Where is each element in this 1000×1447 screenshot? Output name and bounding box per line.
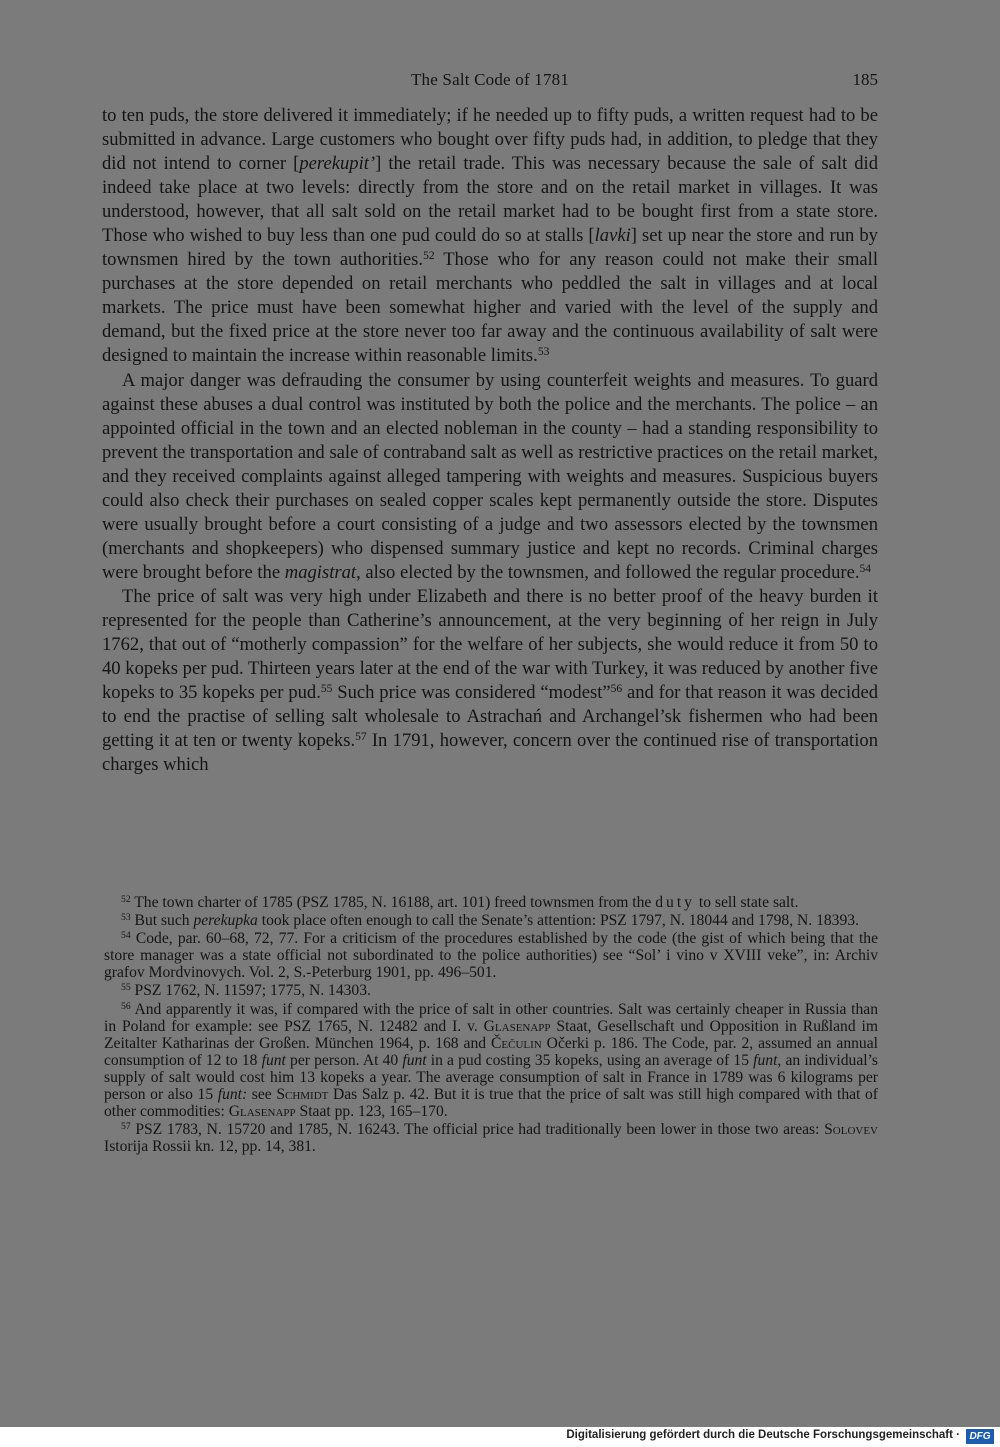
main-text (102, 104, 878, 777)
funding-notice: Digitalisierung gefördert durch die Deutsche Forschungsgemeinschaft · (566, 1429, 960, 1441)
footnote-54: $^{54}$ Code, par. 60–68, 72, 77. For a criticism of the procedures established by the code (the gist of which being that the store manager was a state official not subordinated to the police authorities) see “Sol’ i vino v XVIII veke”, in: Archiv grafov Mordvinovych. Vol. 2, S.-Peterburg 1901, pp. 496–501. (104, 930, 878, 982)
footnote-ref-57: 57 (355, 731, 367, 744)
footnote-ref-54: 54 (859, 563, 871, 576)
page-number: 185 (852, 70, 878, 89)
footnote-ref-55: 55 (320, 683, 333, 696)
term-magistrat: magistrat (284, 561, 357, 583)
footnote-ref-56: 56 (610, 683, 623, 696)
footnote-ref-52: 52 (423, 250, 435, 263)
footnote-56: $^{56}$ And apparently it was, if compared with the price of salt in other countries. Salt was certainly cheaper in Russia than in Poland for example: see PSZ 1765, N. 12482 and I. v. Glasenapp Staat, Gesellschaft und Opposition in Rußland im Zeitalter Katharinas der Großen. München 1964, p. 168 and Čečulin Očerki p. 186. The Code, par. 2, assumed an annual consumption of 12 to 18 funt per person. At 40 funt in a pud costing 35 kopeks, using an average of 15 funt, an individual’s supply of salt would cost him 13 kopeks a year. The average consumption of salt in France in 1789 was 6 kilograms per person or also 15 funt: see Schmidt Das Salz p. 42. But it is true that the price of salt was still high compared with that of other commodities: Glasenapp Staat pp. 123, 165–170. (104, 1000, 878, 1121)
footnote-53: $^{53}$ But such perekupka took place often enough to call the Senate’s attention: PSZ 1797, N. 18044 and 1798, N. 18393. (121, 912, 859, 930)
footnote-57: $^{57}$ PSZ 1783, N. 15720 and 1785, N. 16243. The official price had traditionally been lower in those two areas: Solovev Istorija Rossii kn. 12, pp. 14, 381. (104, 1121, 878, 1156)
body-paragraph-1: to ten puds, the store delivered it immediately; if he needed up to fifty puds, a written request had to be submitted in advance. Large customers who bought over fifty puds had, in addition, to pledge that they did not intend to corner [perekupit’] the retail trade. This was necessary because the sale of salt did indeed take place at two levels: directly from the store and on the retail market in villages. It was understood, however, that all salt sold on the retail market had to be bought first from a state store. Those who wished to buy less than one pud could do so at stalls [lavki] set up near the store and run by townsmen hired by the town authorities.$^{52}$ Those who for any reason could not make their small purchases at the store depended on retail merchants who peddled the salt in villages and at local markets. The price must have been somewhat higher and varied with the level of the supply and demand, but the fixed price at the store never too far away and the continuous availability of salt were designed to maintain the increase within reasonable limits.$^{53}$ (102, 105, 879, 367)
body-paragraph-3: The price of salt was very high under Elizabeth and there is no better proof of the heavy burden it represented for the people than Catherine’s announcement, at the very beginning of her reign in July 1762, that out of “motherly compassion” for the welfare of her subjects, she would reduce it from 50 to 40 kopeks per pud. Thirteen years later at the end of the war with Turkey, it was reduced by another five kopeks to 35 kopeks per pud.$^{55}$ Such price was considered “modest”$^{56}$ and for that reason it was decided to end the practise of selling salt wholesale to Astrachań and Archangel’sk fishermen who had been getting it at ten or twenty kopeks.$^{57}$ In 1791, however, concern over the continued rise of transportation charges which (102, 585, 879, 776)
running-title: The Salt Code of 1781 (410, 70, 570, 89)
footnote-55: $^{55}$ PSZ 1762, N. 11597; 1775, N. 14303. (121, 982, 371, 1000)
term-perekupit: perekupit’ (299, 153, 376, 175)
body-paragraph-2: A major danger was defrauding the consumer by using counterfeit weights and measures. To guard against these abuses a dual control was instituted by both the police and the merchants. The police – an appointed official in the town and an elected nobleman in the county – had a standing responsibility to prevent the transportation and sale of contraband salt as well as restrictive practices on the retail market, and they received complaints against alleged tampering with weights and measures. Suspicious buyers could also check their purchases on sealed copper scales kept permanently outside the store. Disputes were usually brought before a court consisting of a judge and two assessors elected by the townsmen (merchants and shopkeepers) who dispensed summary justice and kept no records. Criminal charges were brought before the magistrat, also elected by the townsmen, and followed the regular procedure.$^{54}$ (102, 369, 878, 583)
footnote-52: $^{52}$ The town charter of 1785 (PSZ 1785, N. 16188, art. 101) freed townsmen from the duty to sell state salt. (121, 894, 799, 911)
digitization-footer (0, 1427, 1000, 1447)
running-header (102, 70, 878, 100)
spaced-word: duty (655, 894, 695, 911)
term-lavki: lavki (594, 225, 631, 247)
dfg-logo: DFG (966, 1429, 994, 1444)
footnote-ref-53: 53 (537, 346, 550, 359)
footnotes (104, 894, 878, 1156)
